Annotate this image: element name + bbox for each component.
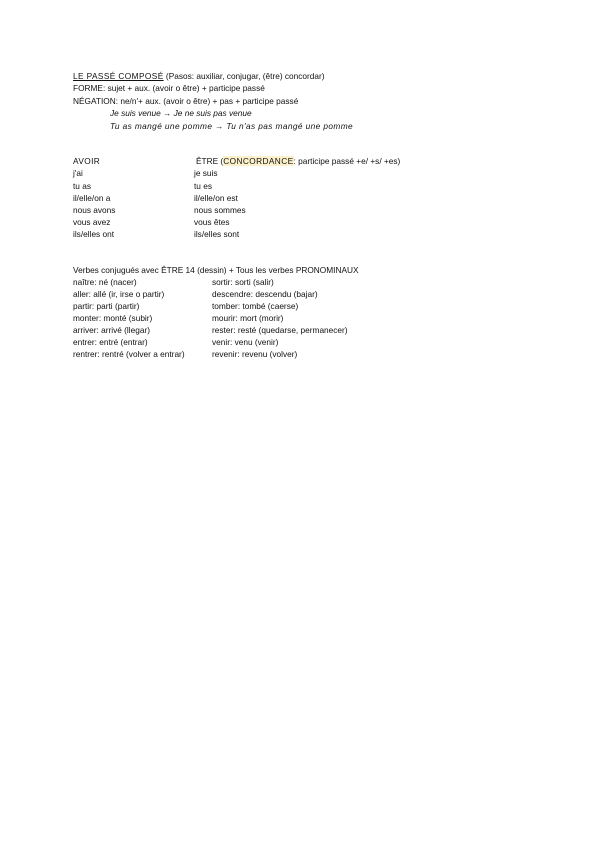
- avoir-row: tu as: [73, 181, 91, 191]
- verb-right: descendre: descendu (bajar): [212, 289, 318, 299]
- verb-left: naître: né (nacer): [73, 277, 137, 287]
- avoir-row: nous avons: [73, 205, 116, 215]
- title-line: [73, 70, 325, 82]
- etre-row: ils/elles sont: [194, 229, 240, 239]
- etre-header: [196, 155, 400, 167]
- verb-right: revenir: revenu (volver): [212, 349, 298, 359]
- verb-left: aller: allé (ir, irse o partir): [73, 289, 165, 299]
- forme-line: FORME: sujet + aux. (avoir o être) + participe passé: [73, 83, 265, 93]
- example-2: Tu as mangé une pomme → Tu n'as pas mangé une pomme: [110, 121, 354, 131]
- avoir-row: vous avez: [73, 217, 111, 227]
- avoir-row: ils/elles ont: [73, 229, 115, 239]
- etre-row: il/elle/on est: [194, 193, 238, 203]
- example-1: Je suis venue → Je ne suis pas venue: [110, 108, 252, 118]
- etre-row: tu es: [194, 181, 212, 191]
- etre-header-suffix: : participe passé +e/ +s/ +es): [293, 156, 401, 166]
- etre-row: je suis: [194, 168, 218, 178]
- verb-right: rester: resté (quedarse, permanecer): [212, 325, 348, 335]
- negation-line: NÉGATION: ne/n'+ aux. (avoir o être) + pas + participe passé: [73, 96, 299, 106]
- avoir-row: il/elle/on a: [73, 193, 111, 203]
- concordance-highlight: CONCORDANCE: [223, 156, 294, 166]
- verb-left: partir: parti (partir): [73, 301, 140, 311]
- verb-left: arriver: arrivé (llegar): [73, 325, 150, 335]
- verb-right: venir: venu (venir): [212, 337, 279, 347]
- etre-row: nous sommes: [194, 205, 246, 215]
- verb-left: monter: monté (subir): [73, 313, 153, 323]
- etre-row: vous êtes: [194, 217, 230, 227]
- verbs-heading: Verbes conjugués avec ÊTRE 14 (dessin) + Tous les verbes PRONOMINAUX: [73, 265, 359, 275]
- etre-header-prefix: ÊTRE (: [196, 156, 224, 166]
- verb-left: entrer: entré (entrar): [73, 337, 148, 347]
- page-title: LE PASSÉ COMPOSÉ: [73, 71, 164, 81]
- title-note: (Pasos: auxiliar, conjugar, (être) concordar): [163, 71, 325, 81]
- verb-right: sortir: sorti (salir): [212, 277, 274, 287]
- avoir-header: AVOIR: [73, 156, 101, 166]
- verb-left: rentrer: rentré (volver a entrar): [73, 349, 185, 359]
- verb-right: mourir: mort (morir): [212, 313, 284, 323]
- verb-right: tomber: tombé (caerse): [212, 301, 299, 311]
- avoir-row: j'ai: [73, 168, 83, 178]
